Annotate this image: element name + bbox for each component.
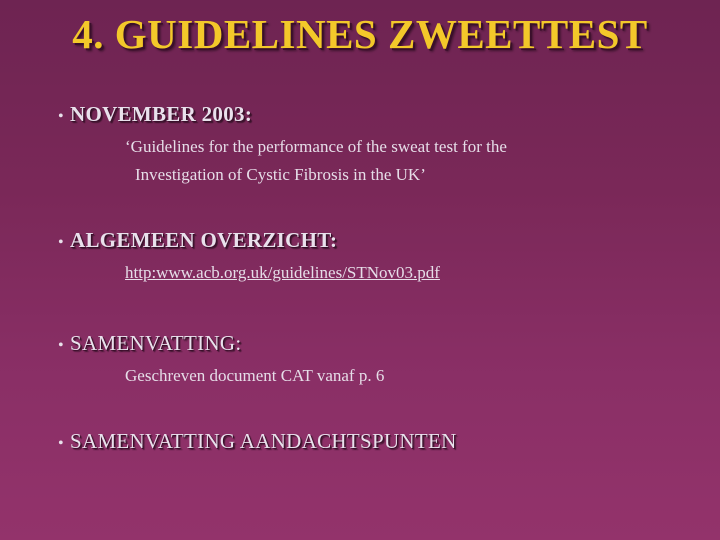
section-heading: ALGEMEEN OVERZICHT: <box>70 228 338 252</box>
section-text-line: Investigation of Cystic Fibrosis in the UK’ <box>135 165 426 184</box>
section-heading: NOVEMBER 2003: <box>70 102 253 126</box>
bullet-item <box>58 331 698 356</box>
bullet-icon: • <box>58 337 64 354</box>
section-samenvatting-aandachtspunten <box>58 429 698 454</box>
bullet-icon: • <box>58 234 64 251</box>
bullet-item <box>58 228 698 253</box>
bullet-icon: • <box>58 108 64 125</box>
section-heading: SAMENVATTING AANDACHTSPUNTEN <box>70 429 457 453</box>
section-heading: SAMENVATTING: <box>70 331 242 355</box>
guideline-pdf-link[interactable]: http:www.acb.org.uk/guidelines/STNov03.pdf <box>125 263 440 282</box>
section-text-line: ‘Guidelines for the performance of the sweat test for the <box>125 137 507 156</box>
bullet-icon: • <box>58 435 64 452</box>
guideline-link-row <box>125 259 698 287</box>
section-algemeen-overzicht <box>58 228 698 287</box>
bullet-item <box>58 429 698 454</box>
slide-title: 4. GUIDELINES ZWEETTEST <box>72 11 648 57</box>
bullet-item <box>58 102 698 127</box>
section-text-line: Geschreven document CAT vanaf p. 6 <box>125 366 385 385</box>
section-november-2003 <box>58 102 698 189</box>
section-samenvatting <box>58 331 698 390</box>
